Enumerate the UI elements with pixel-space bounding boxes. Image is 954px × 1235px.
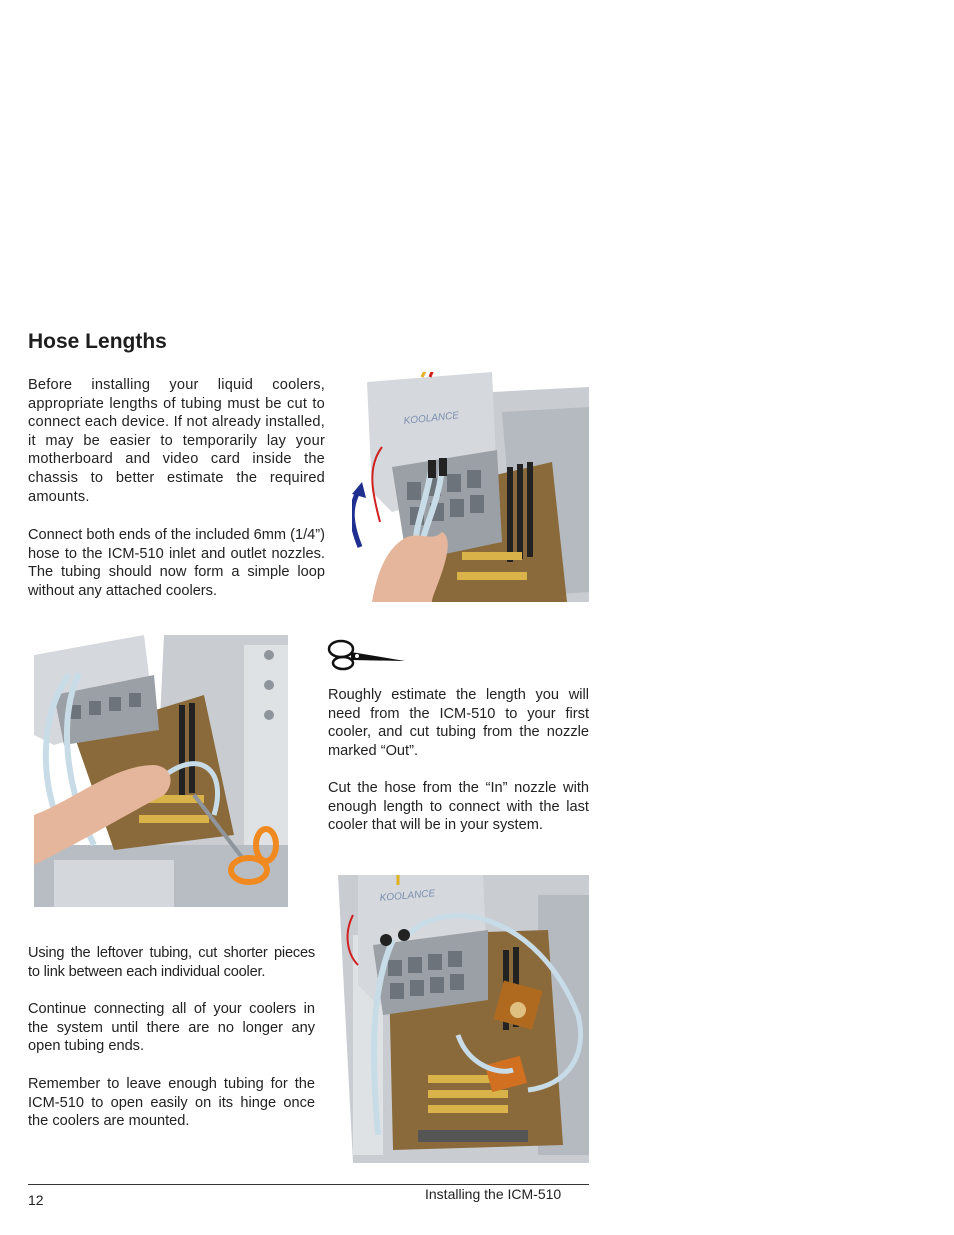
photo-cutting-hose bbox=[34, 635, 288, 907]
svg-text:KOOLANCE: KOOLANCE bbox=[403, 410, 460, 427]
footer-divider bbox=[28, 1184, 589, 1185]
paragraph-leave-tubing: Remember to leave enough tubing for the ICM-510 to open easily on its hinge once the coolers are mounted. bbox=[28, 1076, 315, 1130]
page-number: 12 bbox=[28, 1192, 44, 1208]
paragraph-estimate-length: Roughly estimate the length you will need from the ICM-510 to your first cooler, and cut tubing from the nozzle marked “Out”. bbox=[328, 687, 589, 759]
footer-title: Installing the ICM-510 bbox=[425, 1186, 562, 1202]
paragraph-preparation: Before installing your liquid coolers, appropriate lengths of tubing must be cut to connect each device. If not already installed, it may be easier to temporarily lay your motherboard and video card inside the chassis to better estimate the required amounts. bbox=[28, 377, 325, 505]
paragraph-cut-in-hose: Cut the hose from the “In” nozzle with enough length to connect with the last cooler that will be in your system. bbox=[328, 780, 589, 834]
photo-icm510-hose-loop bbox=[352, 372, 589, 602]
scissors-icon bbox=[327, 636, 407, 672]
paragraph-connect-hose: Connect both ends of the included 6mm (1/4”) hose to the ICM-510 inlet and outlet nozzles. The tubing should now form a simple loop without any attached coolers. bbox=[28, 527, 325, 599]
paragraph-connect-all: Continue connecting all of your coolers in the system until there are no longer any open tubing ends. bbox=[28, 1001, 315, 1055]
photo-completed-installation bbox=[338, 875, 589, 1163]
paragraph-leftover-tubing: Using the leftover tubing, cut shorter pieces to link between each individual cooler. bbox=[28, 945, 315, 980]
svg-text:KOOLANCE: KOOLANCE bbox=[379, 888, 436, 904]
section-title: Hose Lengths bbox=[28, 330, 167, 353]
